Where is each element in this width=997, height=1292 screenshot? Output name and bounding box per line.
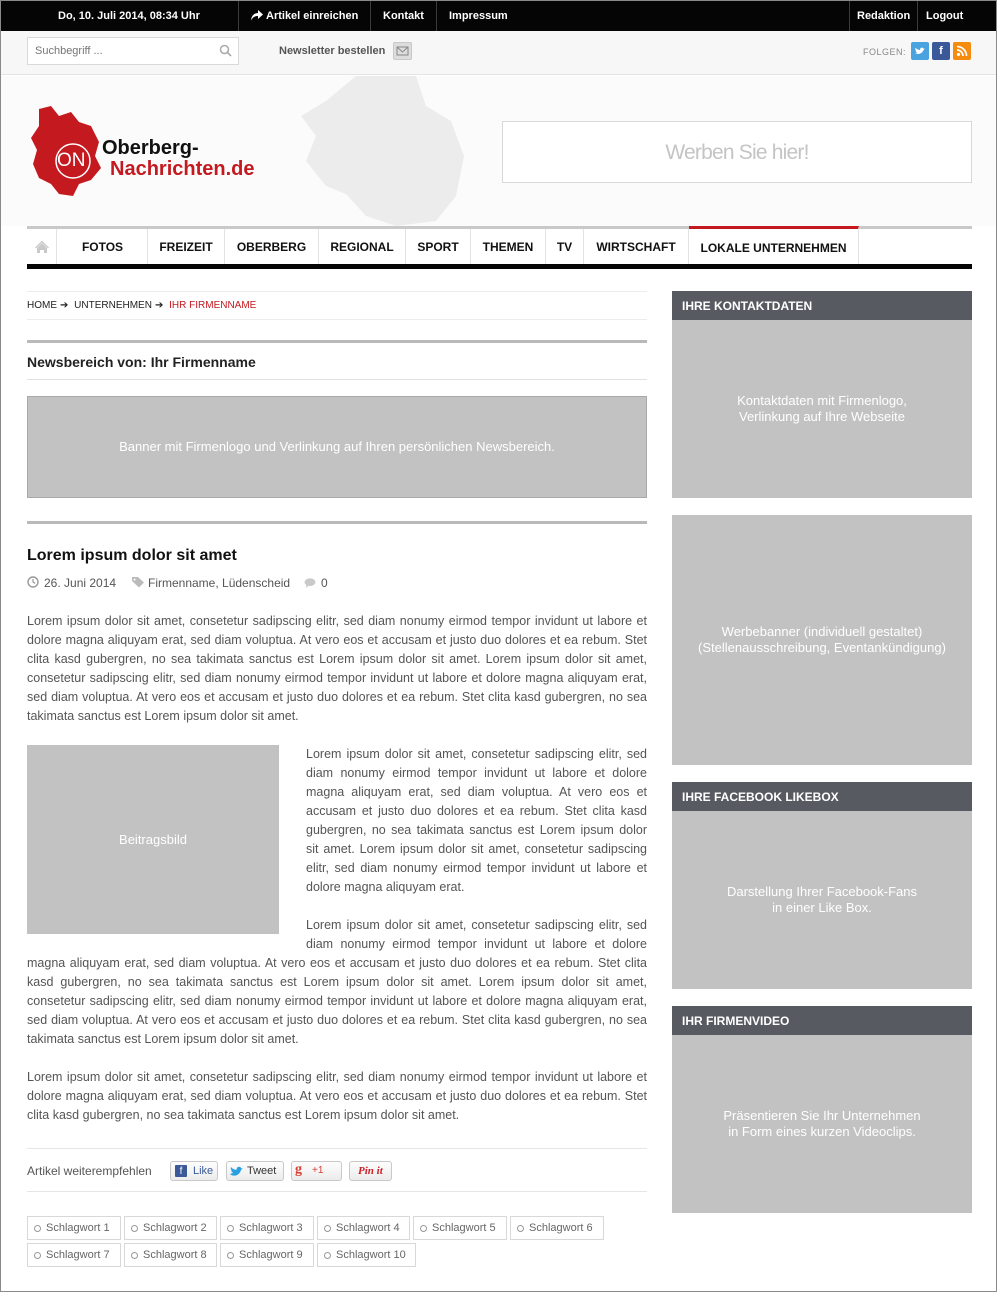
nav-item-themen[interactable]: THEMEN <box>471 229 546 264</box>
facebook-likebox-placeholder[interactable] <box>672 811 972 989</box>
nav-item-wirtschaft[interactable]: WIRTSCHAFT <box>584 229 689 264</box>
tag-item[interactable]: Schlagwort 5 <box>413 1216 507 1240</box>
topbar-link-imprint[interactable]: Impressum <box>449 10 508 22</box>
nav-item-oberberg[interactable]: OBERBERG <box>225 229 319 264</box>
sidebar-heading-video: IHR FIRMENVIDEO <box>672 1006 972 1035</box>
sidebar-ad-placeholder[interactable] <box>672 515 972 765</box>
contact-text-line1: Kontaktdaten mit Firmenlogo, <box>737 393 907 408</box>
main-nav <box>27 226 972 269</box>
nav-item-regional[interactable]: REGIONAL <box>319 229 406 264</box>
utility-bar <box>1 31 997 75</box>
contact-text-line2: Verlinkung auf Ihre Webseite <box>739 409 905 424</box>
tag-item[interactable]: Schlagwort 4 <box>317 1216 410 1240</box>
nav-item-sport[interactable]: SPORT <box>406 229 471 264</box>
article-image-placeholder: Beitragsbild <box>27 745 279 934</box>
article-date: 26. Juni 2014 <box>44 576 117 590</box>
search-icon[interactable] <box>219 44 232 57</box>
share-bar <box>27 1148 647 1192</box>
company-video-placeholder[interactable] <box>672 1035 972 1213</box>
share-label: Artikel weiterempfehlen <box>27 1164 152 1178</box>
comment-icon <box>304 578 316 588</box>
topbar-link-editorial[interactable]: Redaktion <box>857 10 911 22</box>
region-map-watermark <box>286 76 466 226</box>
article-paragraph-1: Lorem ipsum dolor sit amet, consetetur sadipscing elitr, sed diam nonumy eirmod tempor invidunt ut labore et dolore magna aliquyam erat, sed diam voluptua. At vero eos et accusam et justo duo dolores et ea rebum. Stet clita kasd gubergren, no sea takimata sanctus est Lorem ipsum dolor sit amet. Lorem ipsum dolor sit amet, consetetur sadipscing elitr, sed diam nonumy eirmod tempor invidunt ut labore et dolore magna aliquyam erat, sed diam voluptua. At vero eos et accusam et justo duo dolores et ea rebum. Stet clita kasd gubergren, no sea takimata sanctus est Lorem ipsum dolor sit amet. <box>27 614 647 723</box>
comment-count[interactable]: 0 <box>321 576 328 590</box>
logo-text-line2[interactable]: Nachrichten.de <box>110 158 255 180</box>
tag-item[interactable]: Schlagwort 9 <box>220 1243 314 1267</box>
article-paragraph-2: Lorem ipsum dolor sit amet, consetetur sadipscing elitr, sed diam nonumy eirmod tempor invidunt ut labore et dolore magna aliquyam erat, sed diam voluptua. At vero eos et accusam et justo duo dolores et ea rebum. Stet clita kasd gubergren, no sea takimata sanctus est Lorem ipsum dolor sit amet. Lorem ipsum dolor sit amet, consetetur sadipscing elitr, sed diam nonumy eirmod tempor invidunt ut labore et dolore magna aliquyam erat. <box>306 747 647 894</box>
contact-placeholder[interactable] <box>672 320 972 498</box>
article-divider <box>27 521 647 524</box>
facebook-like-button[interactable]: f Like <box>170 1161 218 1181</box>
home-icon <box>27 229 57 264</box>
tag-item[interactable]: Schlagwort 10 <box>317 1243 416 1267</box>
envelope-icon[interactable] <box>393 42 412 60</box>
nav-item-lokale-unternehmen[interactable]: LOKALE UNTERNEHMEN <box>689 226 859 264</box>
tag-icon <box>132 577 144 588</box>
article-body-flow <box>27 745 647 1049</box>
share-arrow-icon <box>251 10 263 21</box>
tag-item[interactable]: Schlagwort 3 <box>220 1216 314 1240</box>
logout-link[interactable]: Logout <box>926 10 964 22</box>
topbar-link-submit-article[interactable]: Artikel einreichen <box>266 10 359 22</box>
tag-item[interactable]: Schlagwort 8 <box>124 1243 217 1267</box>
tweet-button[interactable]: Tweet <box>226 1161 284 1181</box>
section-title: Newsbereich von: Ihr Firmenname <box>27 340 647 380</box>
ad-text-line1: Werbebanner (individuell gestaltet) <box>721 624 923 639</box>
twitter-icon[interactable] <box>911 42 929 60</box>
sidebar-heading-facebook: IHRE FACEBOOK LIKEBOX <box>672 782 972 811</box>
tag-item[interactable]: Schlagwort 6 <box>510 1216 604 1240</box>
article-title[interactable]: Lorem ipsum dolor sit amet <box>27 547 237 564</box>
newsletter-link[interactable]: Newsletter bestellen <box>279 45 386 57</box>
article-paragraph-4: Lorem ipsum dolor sit amet, consetetur sadipscing elitr, sed diam nonumy eirmod tempor invidunt ut labore et dolore magna aliquyam erat, sed diam voluptua. At vero eos et accusam et justo duo dolores et ea rebum. Stet clita kasd gubergren, no sea takimata sanctus est Lorem ipsum dolor sit amet. <box>27 1070 647 1122</box>
video-text-line1: Präsentieren Sie Ihr Unternehmen <box>723 1108 921 1123</box>
search-input[interactable] <box>28 38 218 64</box>
top-bar <box>1 1 997 31</box>
nav-item-tv[interactable]: TV <box>546 229 584 264</box>
article-paragraph-3: Lorem ipsum dolor sit amet, consetetur sadipscing elitr, sed diam nonumy eirmod tempor invidunt ut labore et dolore magna aliquyam erat, sed diam voluptua. At vero eos et accusam et justo duo dolores et ea rebum. Stet clita kasd gubergren, no sea takimata sanctus est Lorem ipsum dolor sit amet. Lorem ipsum dolor sit amet, consetetur sadipscing elitr, sed diam nonumy eirmod tempor invidunt ut labore et dolore magna aliquyam erat, sed diam voluptua. At vero eos et accusam et justo duo dolores et ea rebum. Stet clita kasd gubergren, no sea takimata sanctus est Lorem ipsum dolor sit amet. <box>27 918 647 1046</box>
breadcrumb-home[interactable]: HOME <box>27 300 57 311</box>
current-datetime: Do, 10. Juli 2014, 08:34 Uhr <box>58 10 200 22</box>
tag-item[interactable]: Schlagwort 7 <box>27 1243 121 1267</box>
pinterest-button[interactable]: Pin it <box>349 1161 392 1181</box>
breadcrumb-companies[interactable]: UNTERNEHMEN <box>74 300 152 311</box>
breadcrumb-arrow-icon: ➔ <box>60 300 69 311</box>
header-ad-banner[interactable]: Werben Sie hier! <box>502 121 972 183</box>
topbar-link-contact[interactable]: Kontakt <box>383 10 424 22</box>
clock-icon <box>27 576 39 588</box>
facebook-text-line1: Darstellung Ihrer Facebook-Fans <box>726 884 918 899</box>
logo-badge: ON <box>57 150 86 171</box>
google-plus-icon: g <box>295 1162 302 1177</box>
tag-item[interactable]: Schlagwort 2 <box>124 1216 217 1240</box>
logo-text-line1[interactable]: Oberberg- <box>102 137 199 159</box>
sidebar-heading-contact: IHRE KONTAKTDATEN <box>672 291 972 320</box>
ad-text-line2: (Stellenausschreibung, Eventankündigung) <box>698 640 946 655</box>
article-category[interactable]: Firmenname, Lüdenscheid <box>148 576 291 590</box>
follow-label: FOLGEN: <box>863 47 907 57</box>
google-plus-button[interactable]: g +1 <box>291 1161 342 1181</box>
facebook-text-line2: in einer Like Box. <box>772 900 872 915</box>
breadcrumb-arrow-icon: ➔ <box>154 300 164 311</box>
breadcrumb <box>27 291 647 320</box>
facebook-icon[interactable]: f <box>932 42 950 60</box>
company-banner-placeholder[interactable]: Banner mit Firmenlogo und Verlinkung auf Ihren persönlichen Newsbereich. <box>27 396 647 498</box>
nav-item-fotos[interactable]: FOTOS <box>58 229 148 264</box>
search-box <box>27 37 239 65</box>
twitter-icon <box>230 1165 244 1177</box>
site-header <box>1 76 997 226</box>
nav-item-freizeit[interactable]: FREIZEIT <box>148 229 225 264</box>
breadcrumb-current: IHR FIRMENNAME <box>169 300 257 311</box>
rss-icon[interactable] <box>953 42 971 60</box>
tag-item[interactable]: Schlagwort 1 <box>27 1216 121 1240</box>
video-text-line2: in Form eines kurzen Videoclips. <box>728 1124 916 1139</box>
home-nav-button[interactable] <box>27 229 57 264</box>
facebook-icon: f <box>175 1165 187 1177</box>
